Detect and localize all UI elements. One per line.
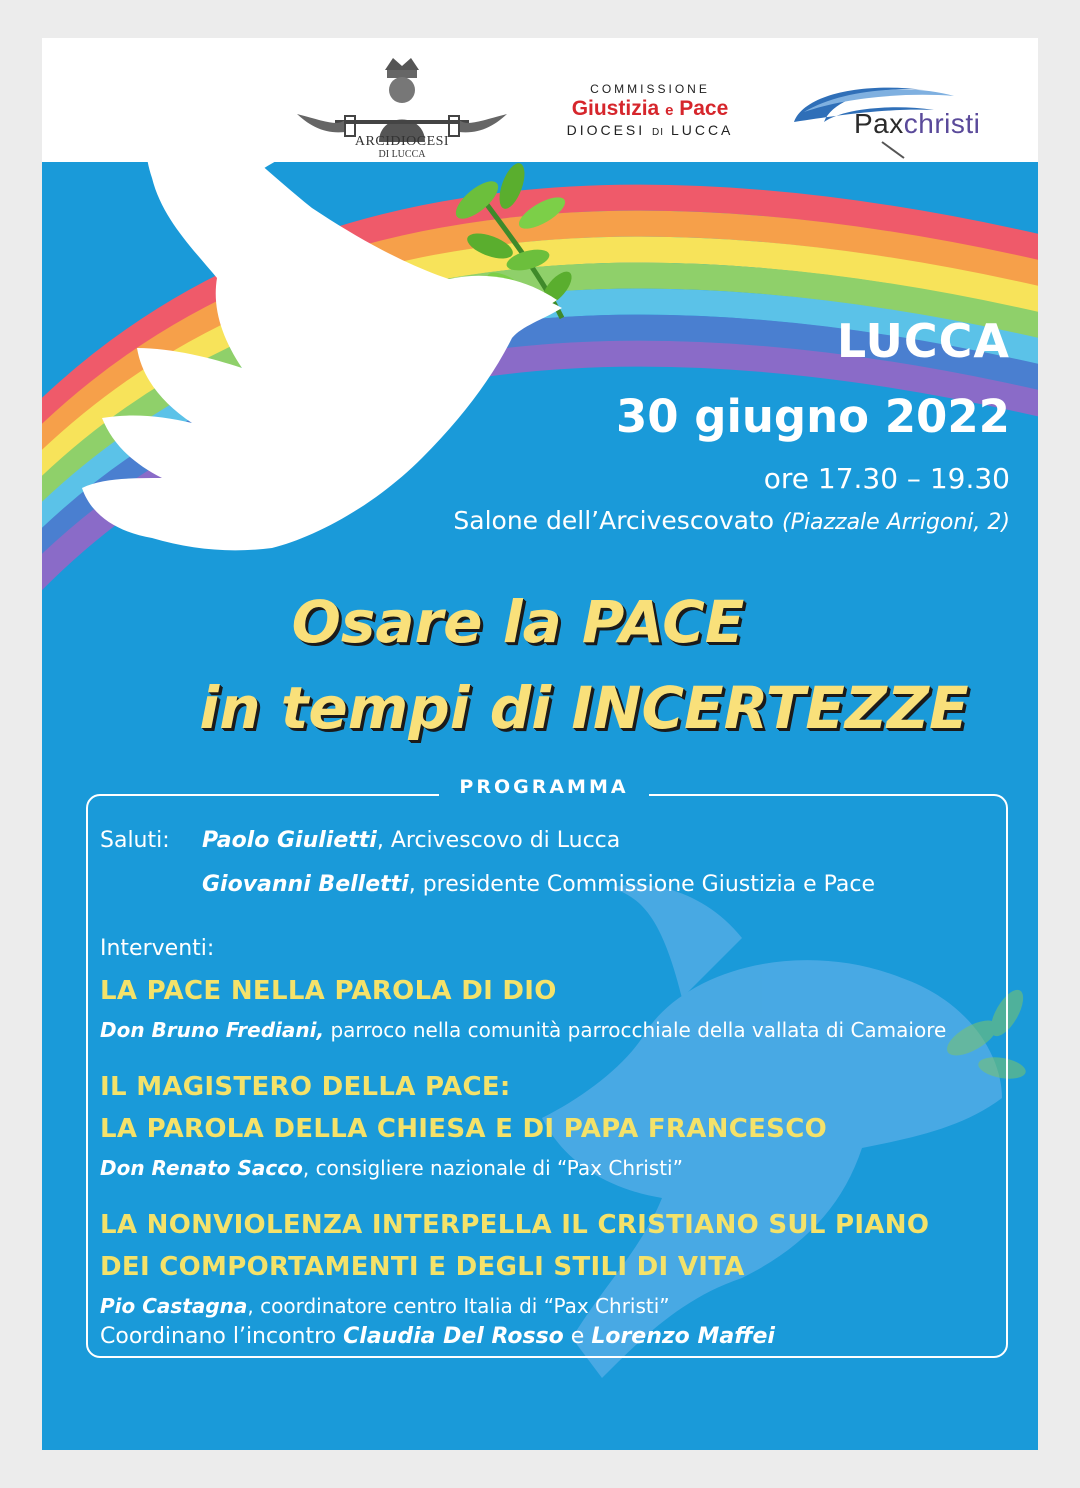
program-label: PROGRAMMA bbox=[439, 776, 649, 798]
intervento-topic: IL MAGISTERO DELLA PACE: bbox=[100, 1072, 511, 1102]
intervento-topic: LA PAROLA DELLA CHIESA E DI PAPA FRANCESCO bbox=[100, 1114, 827, 1144]
coordinators-line: Coordinano l’incontro Claudia Del Rosso e Lorenzo Maffei bbox=[100, 1324, 775, 1349]
saluti-item: Giovanni Belletti, presidente Commissione Giustizia e Pace bbox=[202, 872, 876, 897]
commissione-logo bbox=[520, 82, 780, 152]
event-venue: Salone dell’Arcivescovato (Piazzale Arrigoni, 2) bbox=[453, 506, 1010, 535]
intervento-topic: DEI COMPORTAMENTI E DEGLI STILI DI VITA bbox=[100, 1252, 745, 1282]
intervento-topic: LA NONVIOLENZA INTERPELLA IL CRISTIANO SUL PIANO bbox=[100, 1210, 930, 1240]
arcidiocesi-logo bbox=[297, 52, 507, 162]
intervento-topic: LA PACE NELLA PAROLA DI DIO bbox=[100, 976, 557, 1006]
diocesi-di-lucca-label: DIOCESI DI LUCCA bbox=[566, 122, 734, 138]
event-date: 30 giugno 2022 bbox=[615, 390, 1010, 443]
event-city: LUCCA bbox=[836, 314, 1010, 368]
poster bbox=[42, 38, 1038, 1450]
intervento-speaker: Don Renato Sacco, consigliere nazionale di “Pax Christi” bbox=[100, 1156, 683, 1180]
arcidiocesi-city: DI LUCCA bbox=[378, 149, 426, 160]
title-line-1: Osare la PACE bbox=[291, 588, 745, 656]
arcidiocesi-name: ARCIDIOCESI bbox=[354, 134, 450, 149]
saluti-item: Paolo Giulietti, Arcivescovo di Lucca bbox=[202, 828, 621, 853]
intervento-speaker: Pio Castagna, coordinatore centro Italia di “Pax Christi” bbox=[100, 1294, 670, 1318]
intervento-speaker: Don Bruno Frediani, parroco nella comunità parrocchiale della vallata di Camaiore bbox=[100, 1018, 947, 1042]
event-address: (Piazzale Arrigoni, 2) bbox=[782, 510, 1010, 535]
interventi-label: Interventi: bbox=[100, 936, 215, 961]
paxchristi-logo bbox=[784, 82, 1014, 162]
paxchristi-name: Paxchristi bbox=[854, 108, 981, 139]
commissione-label: COMMISSIONE bbox=[590, 82, 710, 96]
title-line-2: in tempi di INCERTEZZE bbox=[199, 674, 969, 742]
saluti-label: Saluti: bbox=[100, 828, 170, 853]
giustizia-e-pace-label: Giustizia e Pace bbox=[571, 97, 729, 120]
event-time: ore 17.30 – 19.30 bbox=[763, 462, 1010, 495]
